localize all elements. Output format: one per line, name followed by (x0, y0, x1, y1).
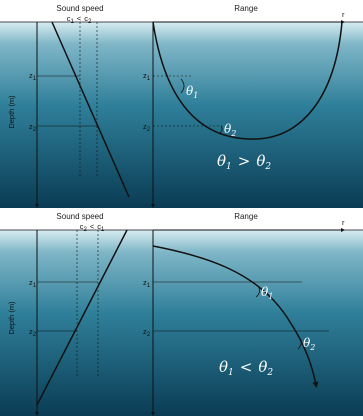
top-sound-speed-header: Sound speed (56, 4, 104, 13)
top-depth-label: Depth (m) (7, 95, 16, 129)
top-angle2-label: $\theta_2$ (224, 122, 237, 138)
top-speed-comparison: $c_1 < c_2$ (66, 14, 92, 25)
bottom-sound-speed-header: Sound speed (56, 212, 104, 221)
bottom-angle1-label: $\theta_1$ (261, 285, 274, 301)
top-range-header: Range (234, 4, 258, 13)
top-right-z2-label: $z_2$ (143, 122, 151, 133)
bottom-z1-label: $z_1$ (29, 278, 37, 289)
top-z1-label: $z_1$ (29, 71, 37, 82)
bottom-right-z2-label: $z_2$ (143, 327, 151, 338)
bottom-panel (0, 212, 363, 416)
top-panel (0, 4, 363, 208)
bottom-angle-relation: $\theta_1 < \theta_2$ (219, 358, 274, 378)
top-right-z1-label: $z_1$ (143, 71, 151, 82)
top-z2-label: $z_2$ (29, 122, 37, 133)
bottom-depth-label: Depth (m) (7, 301, 16, 335)
bottom-right-z1-label: $z_1$ (143, 278, 151, 289)
bottom-speed-comparison: $c_2 < c_1$ (79, 222, 105, 233)
top-angle1-label: $\theta_1$ (186, 84, 199, 100)
top-range-axis-label: r (342, 10, 345, 19)
bottom-water-background (0, 230, 363, 416)
bottom-z2-label: $z_2$ (29, 327, 37, 338)
bottom-angle2-label: $\theta_2$ (303, 336, 316, 352)
bottom-range-header: Range (234, 212, 258, 221)
bottom-range-axis-label: r (342, 218, 345, 227)
top-angle-relation: $\theta_1 > \theta_2$ (217, 152, 272, 172)
